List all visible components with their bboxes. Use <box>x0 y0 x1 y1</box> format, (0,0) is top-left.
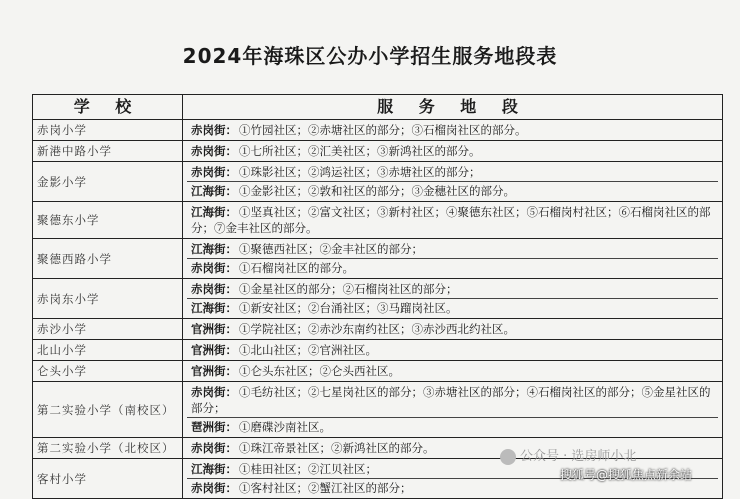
service-area-line <box>187 383 718 417</box>
community-list: ①珠影社区；②鸿运社区；③赤塘社区的部分； <box>239 165 481 179</box>
street-name: 赤岗街： <box>191 165 237 179</box>
street-name: 江海街： <box>191 242 237 256</box>
service-area-line <box>187 203 718 237</box>
service-area-line <box>187 142 718 160</box>
page-title: 2024年海珠区公办小学招生服务地段表 <box>182 44 558 68</box>
table-row <box>33 279 723 319</box>
service-area-line <box>187 417 718 436</box>
school-name: 赤沙小学 <box>33 319 183 340</box>
street-name: 琶洲街： <box>191 420 237 434</box>
service-area-cell <box>183 319 723 340</box>
community-list: ①金影社区；②敦和社区的部分；③金穗社区的部分。 <box>239 184 515 198</box>
service-area-cell <box>183 202 723 239</box>
table-header-row <box>33 95 723 120</box>
service-area-line <box>187 320 718 338</box>
street-name: 江海街： <box>191 462 237 476</box>
watermark-account <box>500 445 636 465</box>
school-name: 赤岗小学 <box>33 120 183 141</box>
service-area-line <box>187 163 718 181</box>
service-area-cell <box>183 279 723 319</box>
community-list: ①毛纺社区；②七星岗社区的部分；③赤塘社区的部分；④石榴岗社区的部分；⑤金星社区的部分； <box>191 385 711 415</box>
street-name: 赤岗街： <box>191 123 237 137</box>
service-area-line <box>187 362 718 380</box>
community-list: ①竹园社区；②赤塘社区的部分；③石榴岗社区的部分。 <box>239 123 527 137</box>
school-name: 新港中路小学 <box>33 141 183 162</box>
school-name: 赤岗东小学 <box>33 279 183 319</box>
wechat-logo-icon <box>500 449 516 465</box>
community-list: ①北山社区；②官洲社区。 <box>239 343 377 357</box>
community-list: ①石榴岗社区的部分。 <box>239 261 354 275</box>
community-list: ①学院社区；②赤沙东南约社区；③赤沙西北约社区。 <box>239 322 515 336</box>
service-area-line <box>187 121 718 139</box>
community-list: ①仑头东社区；②仑头西社区。 <box>239 364 400 378</box>
service-area-line <box>187 258 718 277</box>
table-row <box>33 141 723 162</box>
service-area-cell <box>183 382 723 438</box>
service-area-cell <box>183 340 723 361</box>
service-area-line <box>187 439 718 457</box>
table-row <box>33 162 723 202</box>
community-list: ①桂田社区；②江贝社区； <box>239 462 377 476</box>
school-name: 仑头小学 <box>33 361 183 382</box>
service-area-cell <box>183 361 723 382</box>
school-name: 客村小学 <box>33 459 183 499</box>
school-name: 第二实验小学（北校区） <box>33 438 183 459</box>
community-list: ①七所社区；②汇美社区；③新鸿社区的部分。 <box>239 144 481 158</box>
watermark-source: 搜狐号@搜狐焦点新余站 <box>560 468 693 482</box>
school-name: 聚德东小学 <box>33 202 183 239</box>
community-list: ①新安社区；②台涌社区；③马蹓岗社区。 <box>239 301 458 315</box>
community-list: ①坚真社区；②富文社区；③新村社区；④聚德东社区；⑤石榴岗村社区；⑥石榴岗社区的部分；⑦金丰社区的部分。 <box>191 205 711 235</box>
service-area-cell <box>183 438 723 459</box>
community-list: ①金星社区的部分；②石榴岗社区的部分； <box>239 282 458 296</box>
header-school: 学 校 <box>33 95 183 120</box>
street-name: 赤岗街： <box>191 385 237 399</box>
table-row <box>33 239 723 279</box>
table-row <box>33 120 723 141</box>
service-area-cell <box>183 141 723 162</box>
header-service-area: 服 务 地 段 <box>183 95 723 120</box>
school-name: 金影小学 <box>33 162 183 202</box>
community-list: ①聚德西社区；②金丰社区的部分； <box>239 242 423 256</box>
street-name: 官洲街： <box>191 343 237 357</box>
service-area-line <box>187 280 718 298</box>
community-list: ①客村社区；②蟹江社区的部分； <box>239 481 412 495</box>
table-row <box>33 340 723 361</box>
school-name: 北山小学 <box>33 340 183 361</box>
street-name: 赤岗街： <box>191 261 237 275</box>
service-area-table <box>32 94 723 499</box>
school-name: 第二实验小学（南校区） <box>33 382 183 438</box>
service-area-line <box>187 298 718 317</box>
service-area-cell <box>183 120 723 141</box>
street-name: 江海街： <box>191 301 237 315</box>
table-row <box>33 319 723 340</box>
school-name: 聚德西路小学 <box>33 239 183 279</box>
watermark-account-text: 公众号 · 选房师小北 <box>520 449 637 464</box>
service-area-line <box>187 181 718 200</box>
community-list: ①珠江帝景社区；②新鸿社区的部分。 <box>239 441 435 455</box>
service-area-line <box>187 240 718 258</box>
table-row <box>33 361 723 382</box>
street-name: 官洲街： <box>191 364 237 378</box>
street-name: 赤岗街： <box>191 441 237 455</box>
street-name: 赤岗街： <box>191 481 237 495</box>
table-body <box>33 120 723 499</box>
street-name: 江海街： <box>191 184 237 198</box>
street-name: 赤岗街： <box>191 282 237 296</box>
street-name: 官洲街： <box>191 322 237 336</box>
service-area-cell <box>183 239 723 279</box>
table-row <box>33 382 723 438</box>
service-area-cell <box>183 162 723 202</box>
service-area-line <box>187 341 718 359</box>
table-row <box>33 202 723 239</box>
street-name: 江海街： <box>191 205 237 219</box>
community-list: ①磨碟沙南社区。 <box>239 420 331 434</box>
street-name: 赤岗街： <box>191 144 237 158</box>
